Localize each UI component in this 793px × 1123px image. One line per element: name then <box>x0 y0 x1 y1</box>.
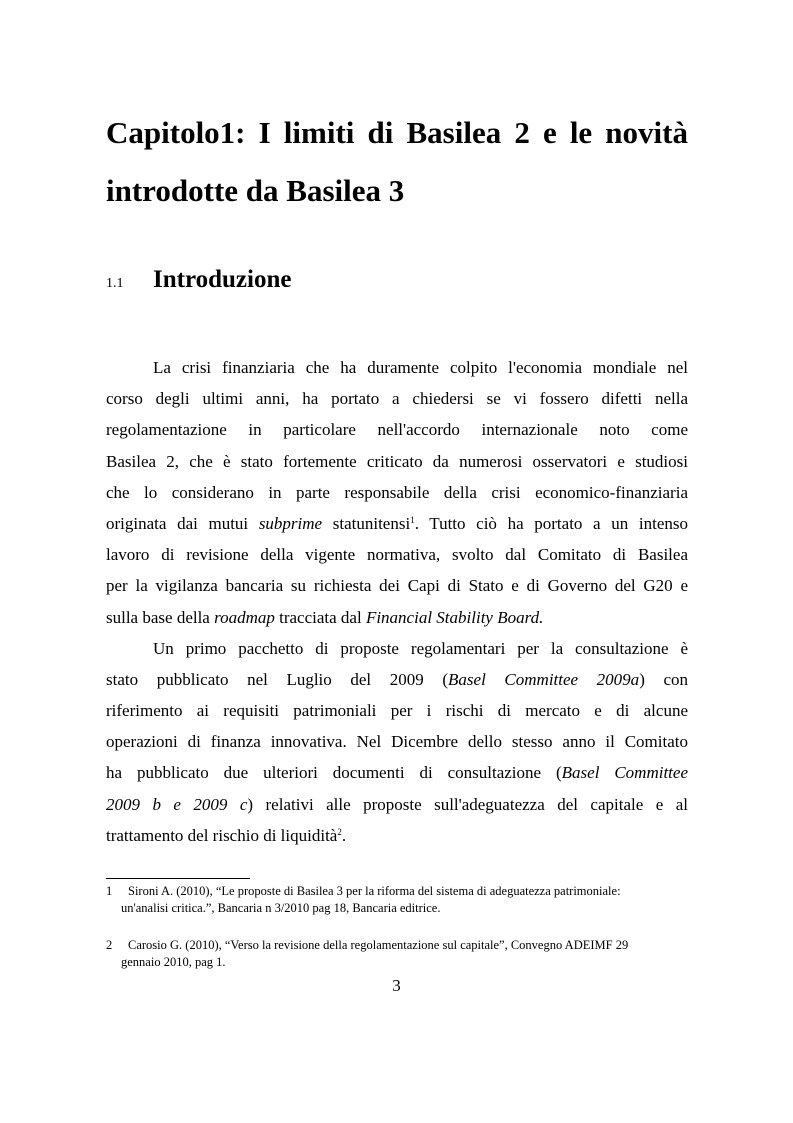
footnote-1 <box>106 883 688 917</box>
footnote-separator <box>106 878 250 879</box>
paragraph-1-line <box>106 414 688 445</box>
paragraph-1-line <box>106 508 688 539</box>
paragraph-2-line <box>106 695 688 726</box>
paragraph-1-line <box>106 446 688 477</box>
paragraph-1-line <box>106 539 688 570</box>
footnote-2 <box>106 937 688 971</box>
body-text <box>106 352 688 851</box>
footnote-text: Carosio G. (2010), “Verso la revisione della regolamentazione sul capitale”, Convegno ADEIMF 29 <box>128 938 629 952</box>
footnote-ref-2[interactable]: 2 <box>337 826 342 837</box>
text-run: stato pubblicato nel Luglio del 2009 ( <box>106 669 449 689</box>
paragraph-2-line <box>106 820 688 851</box>
section-title: Introduzione <box>153 266 292 293</box>
text-run: trattamento del rischio di liquidità <box>106 825 338 845</box>
italic-term: roadmap <box>214 607 275 627</box>
text-run: ) relativi alle proposte sull'adeguatezza del capitale e al <box>247 794 688 814</box>
paragraph-2-line <box>106 757 688 788</box>
chapter-title <box>106 104 688 220</box>
paragraph-1-line <box>106 352 688 383</box>
text-run: . Tutto ciò ha portato a un intenso <box>414 513 689 533</box>
footnotes <box>106 883 688 991</box>
text-run: riferimento ai requisiti patrimoniali per i rischi di mercato e di alcune <box>106 701 688 721</box>
text-run: sulla base della <box>106 607 215 627</box>
text-run: Basilea 2, che è stato fortemente criticato da numerosi osservatori e studiosi <box>106 451 688 471</box>
text-run: che lo considerano in parte responsabile della crisi economico-finanziaria <box>106 482 688 502</box>
paragraph-1-line <box>106 383 688 414</box>
paragraph-2-line <box>106 633 688 664</box>
text-run: lavoro di revisione della vigente normativa, svolto dal Comitato di Basilea <box>106 545 688 565</box>
text-run: corso degli ultimi anni, ha portato a chiedersi se vi fossero difetti nella <box>106 389 688 409</box>
text-run: ha pubblicato due ulteriori documenti di consultazione ( <box>106 763 562 783</box>
text-run: ) con <box>639 669 688 689</box>
footnote-number: 2 <box>106 938 113 952</box>
chapter-title-line-2: introdotte da Basilea 3 <box>106 173 405 208</box>
text-run: . <box>341 825 347 845</box>
text-run: Un primo pacchetto di proposte regolamentari per la consultazione è <box>153 638 688 658</box>
text-run: regolamentazione in particolare nell'accordo internazionale noto come <box>106 420 688 440</box>
italic-term: Basel Committee 2009a <box>448 669 640 689</box>
page-number: 3 <box>392 976 401 995</box>
italic-term: subprime <box>258 513 323 533</box>
footnote-text: gennaio 2010, pag 1. <box>121 955 226 969</box>
text-run: La crisi finanziaria che ha duramente colpito l'economia mondiale nel <box>153 358 688 377</box>
paragraph-2-line <box>106 726 688 757</box>
paragraph-2-line <box>106 664 688 695</box>
italic-term: Basel Committee <box>561 763 688 783</box>
text-run: tracciata dal <box>274 607 366 627</box>
footnote-text: un'analisi critica.”, Bancaria n 3/2010 pag 18, Bancaria editrice. <box>121 901 441 915</box>
chapter-title-line-1: Capitolo1: I limiti di Basilea 2 e le novità <box>106 115 688 150</box>
text-run: per la vigilanza bancaria su richiesta dei Capi di Stato e di Governo del G20 e <box>106 576 688 596</box>
paragraph-2-line <box>106 789 688 820</box>
paragraph-1-line <box>106 570 688 601</box>
paragraph-1-line <box>106 477 688 508</box>
section-heading <box>106 266 291 294</box>
text-run: originata dai mutui <box>106 513 259 533</box>
paragraph-1-line <box>106 602 688 633</box>
footnote-number: 1 <box>106 884 113 898</box>
footnote-text: Sironi A. (2010), “Le proposte di Basilea 3 per la riforma del sistema di adeguatezza patrimoniale: <box>128 884 621 898</box>
text-run: operazioni di finanza innovativa. Nel Dicembre dello stesso anno il Comitato <box>106 732 688 752</box>
section-number: 1.1 <box>106 276 124 291</box>
italic-term: 2009 b e 2009 c <box>106 794 248 814</box>
text-run: statunitensi <box>322 513 411 533</box>
italic-term: Financial Stability Board. <box>365 607 544 627</box>
footnote-ref-1[interactable]: 1 <box>410 514 415 525</box>
